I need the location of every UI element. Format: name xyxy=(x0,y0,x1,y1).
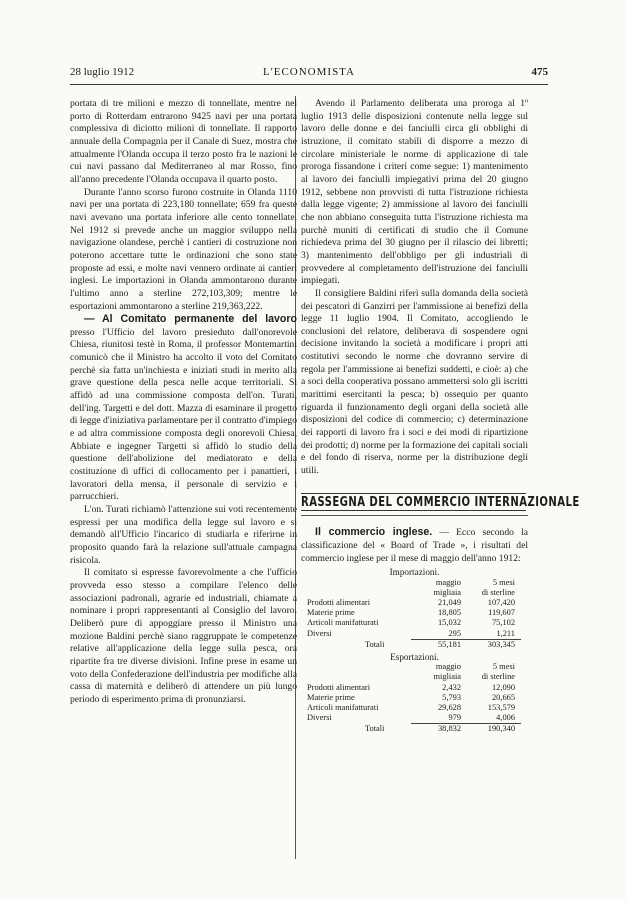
value-five-months: 107,420 xyxy=(487,597,515,607)
page-header xyxy=(70,66,548,82)
value-may: 15,032 xyxy=(437,618,461,628)
value-may: 21,049 xyxy=(437,597,461,607)
value-may: 295 xyxy=(448,628,461,638)
table-total-row xyxy=(301,724,528,734)
table-row xyxy=(301,618,528,628)
row-label: Prodotti alimentari xyxy=(307,597,371,607)
row-label: Articoli manifatturati xyxy=(307,618,379,628)
right-column xyxy=(301,98,580,735)
table-total-row xyxy=(301,640,528,650)
table-row xyxy=(301,703,528,713)
total-label: Totali xyxy=(365,724,385,734)
section-heading: — Al Comitato permanente del lavoro xyxy=(84,313,297,326)
paragraph: portata di tre milioni e mezzo di tonnellate, mentre nel porto di Rotterdam entrarono 9425 navi per una portata complessiva di diciotto milioni di tonnellate. Il rapporto annuale della Compagnia per il Canale di Suez, mostra che attualmente l'Olanda occupa il terzo posto fra le nazioni le cui navi passano dal Mediterraneo al mar Rosso, fino all'anno precedente l'Olanda occupava il quarto posto. xyxy=(70,98,297,185)
value-five-months: 75,102 xyxy=(491,618,515,628)
value-five-months: 4,006 xyxy=(496,713,515,723)
value-five-months: 153,579 xyxy=(487,702,515,712)
table-row xyxy=(301,693,528,703)
value-may: 5,793 xyxy=(442,692,461,702)
value-five-months: 1,211 xyxy=(496,628,515,638)
total-may: 55,181 xyxy=(437,639,461,649)
row-label: Materie prime xyxy=(307,608,355,618)
journal-title: L'ECONOMISTA xyxy=(263,66,355,78)
total-five: 190,340 xyxy=(487,724,515,734)
paragraph: Il consigliere Baldini riferì sulla domanda della società dei pescatori di Ganzirri per l'ammissione ai benefizi della legge 11 luglio 1904. Il Comitato, accogliendo le conclusioni del relatore, deliberava di sospendere ogni decisione invitando la società a modificare i propri atti costitutivi secondo le norme che dovranno servire di regola per l'ammissione ai benefizi suddetti, e cioè: a) che a soci della cooperativa possano ammettersi solo gli iscritti marittimi esercitanti la pesca; b) ossequio per quanto riguarda il funzionamento degli organi della società alle disposizioni del codice di commercio; c) determinazione dei rapporti di lavoro fra i soci e dei modi di ripartizione dei prodotti; d) norme per la formazione dei capitali sociali e del fondo di riserva, norme per la distribuzione degli utili. xyxy=(301,287,528,477)
value-may: 2,432 xyxy=(442,682,461,692)
exports-table xyxy=(301,652,528,735)
unit-label: di sterline xyxy=(481,672,515,682)
header-date: 28 luglio 1912 xyxy=(70,66,135,78)
paragraph xyxy=(301,526,528,565)
table-row xyxy=(301,683,528,693)
row-label: Materie prime xyxy=(307,692,355,702)
table-row xyxy=(301,629,528,639)
table-title: Esportazioni. xyxy=(390,651,439,662)
value-may: 979 xyxy=(448,713,461,723)
unit-label: migliaia xyxy=(433,587,461,597)
table-row xyxy=(301,598,528,608)
total-five: 303,345 xyxy=(487,639,515,649)
table-subheader xyxy=(301,588,528,598)
table-title: Importazioni. xyxy=(389,567,440,578)
row-label: Articoli manifatturati xyxy=(307,702,379,712)
table-row xyxy=(301,608,528,618)
value-may: 29,628 xyxy=(437,702,461,712)
column-header: maggio xyxy=(435,662,461,672)
subsection-heading: Il commercio inglese. xyxy=(315,526,433,539)
paragraph xyxy=(70,313,297,504)
column-header: maggio xyxy=(435,577,461,587)
table-header xyxy=(301,578,528,588)
imports-table xyxy=(301,567,528,650)
unit-label: di sterline xyxy=(481,587,515,597)
left-column xyxy=(70,98,297,707)
column-header: 5 mesi xyxy=(492,577,515,587)
section-title: RASSEGNA DEL COMMERCIO INTERNAZIONALE xyxy=(301,493,580,510)
unit-label: migliaia xyxy=(433,672,461,682)
table-row xyxy=(301,713,528,723)
header-rule xyxy=(70,84,548,85)
value-may: 18,805 xyxy=(437,608,461,618)
paragraph: L'on. Turati richiamò l'attenzione sui voti recentemente espressi per una modifica della legge sul lavoro e si demandò all'Ufficio l'incarico di studiarla e riferirne in proposito quando farà la relazione sull'attuale campagna risicola. xyxy=(70,504,297,566)
value-five-months: 20,665 xyxy=(491,692,515,702)
total-may: 38,832 xyxy=(437,724,461,734)
paragraph: Durante l'anno scorso furono costruite in Olanda 1110 navi per una portata di 223,180 tonnellate; 659 fra queste navi avevano una portata inferiore alle cento tonnellate. Nel 1912 si prevede anche un maggior sviluppo nella navigazione olandese, perchè i cantieri di costruzione non poterono accettare tutte le ordinazioni che sono state proposte ad essi, e molte navi vennero ordinate ai cantieri inglesi. Le importazioni in Olanda ammontarono durante l'ultimo anno a sterline 272,103,309; mentre le esportazioni ammontarono a sterline 219,363,222. xyxy=(70,186,297,312)
value-five-months: 119,607 xyxy=(488,608,515,618)
table-header xyxy=(301,662,528,672)
total-label: Totali xyxy=(365,639,385,649)
page-number: 475 xyxy=(531,66,548,78)
column-header: 5 mesi xyxy=(492,662,515,672)
paragraph-text: — Ecco secondo la classificazione del « Board of Trade », i risultati del commercio inglese per il mese di maggio dell'anno 1912: xyxy=(301,527,528,564)
paragraph: Il comitato si espresse favorevolmente a che l'ufficio provveda esso stesso a compilare l'elenco delle associazioni padronali, agrarie ed industriali, chiamate a nominare i propri rappresentanti al Consiglio del lavoro. Deliberò pure di appoggiare presso il Ministro una mozione Baldini perchè siano raggruppate le competenze relative all'applicazione della legge sulla pesca, ora ripartite fra tre diverse divisioni. Infine prese in esame un voto della Confederazione dell'industria per modifiche alla cassa di maternità e deliberò di attendere un più lungo periodo di esperimento prima di pronunziarsi. xyxy=(70,567,297,705)
row-label: Prodotti alimentari xyxy=(307,682,371,692)
row-label: Diversi xyxy=(307,713,332,723)
row-label: Diversi xyxy=(307,628,332,638)
paragraph-text: presso l'Ufficio del lavoro presieduto dall'onorevole Chiesa, riunitosi testè in Roma, il professor Montemartini comunicò che il Ministro ha accolto il voto del Comitato perchè sia fatta un'inchiesta e iniziati studi in merito alla grave questione della pesca nelle acque territoriali. Si affidò ad una commissione composta dell'on. Turati, dell'ing. Targetti e del dott. Mazza di esaminare il progetto di legge d'iniziativa parlamentare per il contratto d'impiego e ad altra commissione composta degli onorevoli Chiesa, Abbiate e ingegner Targetti si affidò lo studio della questione dell'abolizione del mediatorato e della costituzione di uffici di collocamento per i panattieri, i lavoratori della mensa, il personale di servizio e i parrucchieri. xyxy=(70,326,297,503)
section-rule xyxy=(301,515,528,516)
value-five-months: 12,090 xyxy=(491,682,515,692)
paragraph: Avendo il Parlamento deliberata una proroga al 1º luglio 1913 delle disposizioni contenute nella legge sul lavoro delle donne e dei fanciulli circa gli obblighi di istruzione, il comitato stabilì di disporre a mezzo di circolare ministeriale le norme di applicazione di tale proroga fissandone i criteri come segue: 1) mantenimento al lavoro dei fanciulli impiegativi prima del 20 giugno 1912, sebbene non provvisti di tutta l'istruzione richiesta dalla legge vigente; 2) ammissione al lavoro dei fanciulli che non abbiano conseguita tutta l'istruzione richiesta ma purchè muniti di certificati di studio che il Comune richiedeva prima del 30 giugno per il rilascio dei libretti; 3) mantenimento dell'obbligo per gli industriali di provvedere al completamento dell'istruzione dei fanciulli impiegati. xyxy=(301,98,528,287)
table-subheader xyxy=(301,672,528,682)
